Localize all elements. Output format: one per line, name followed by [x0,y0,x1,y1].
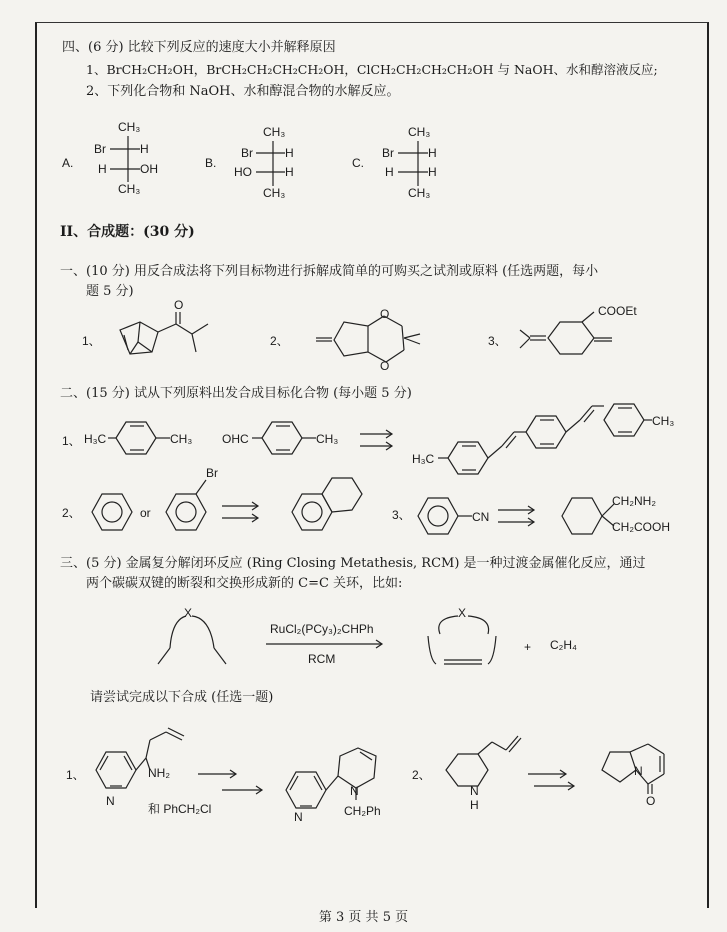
q3-num1: 1、 [66,768,85,782]
q1-oxygen-label: O [174,298,184,312]
q2-num2: 2、 [62,506,81,520]
indolizidinone-structure [0,0,1,1]
q3-piperidine-h: H [470,798,479,812]
q2-ch2cooh: CH₂COOH [612,520,670,534]
q3-text-line2: 两个碳碳双键的断裂和交换形成新的 C=C 关环，比如: [86,576,403,591]
rcm-x-left: X [184,606,193,620]
q2-ohc: OHC [222,432,249,446]
section4-item2: 2、下列化合物和 NaOH、水和醇混合物的水解反应。 [86,84,400,99]
q3-product-pyridine-n: N [294,810,303,824]
q2-cn: CN [472,510,490,524]
rcm-x-right: X [458,606,467,620]
exam-page [35,22,709,908]
q1-cooet-label: COOEt [598,304,637,318]
q2-or: or [140,506,151,520]
q2-text: 二、(15 分) 试从下列原料出发合成目标化合物 (每小题 5 分) [60,386,412,401]
q2-prod-h3c: H₃C [412,452,435,466]
q3-product-ring-n: N [350,784,359,798]
page-footer: 第 3 页 共 5 页 [318,910,409,925]
q3-indolizidinone-o: O [646,794,656,808]
svg-text:O: O [380,307,390,321]
q3-nh2: NH₂ [148,766,170,780]
svg-text:O: O [380,359,390,373]
q3-num2: 2、 [412,768,431,782]
q2-ch3: CH₃ [170,432,193,446]
section4-item1: 1、BrCH₂CH₂OH，BrCH₂CH₂CH₂CH₂OH，ClCH₂CH₂CH₂CH₂OH 与 NaOH、水和醇溶液反应; [86,62,658,77]
rcm-catalyst: RuCl₂(PCy₃)₂CHPh [270,622,374,636]
q3-try-text: 请尝试完成以下合成 (任选一题) [90,690,274,705]
q3-reagent: 和 PhCH₂Cl [148,802,212,816]
q1-num1: 1、 [82,334,101,348]
q1-text-line1: 一、(10 分) 用反合成法将下列目标物进行拆解成简单的可购买之试剂或原料 (任选两题，每小 [60,264,599,279]
q1-text-line2: 题 5 分) [86,284,134,299]
part2-heading: II、合成题：(30 分) [60,224,195,240]
q1-num2: 2、 [270,334,289,348]
section4-heading: 四、(6 分) 比较下列反应的速度大小并解释原因 [62,40,336,55]
q2-num1: 1、 [62,434,81,448]
rcm-label: RCM [308,652,336,666]
rcm-ethylene: C₂H₄ [550,638,577,652]
q1-num3: 3、 [488,334,507,348]
q2-br: Br [206,466,218,480]
rcm-plus: + [524,640,532,654]
q3-pyridine-n: N [106,794,115,808]
q3-indolizidinone-n: N [634,764,643,778]
q2-ch2nh2: CH₂NH₂ [612,494,656,508]
q2-ch3b: CH₃ [316,432,339,446]
q2-h3c: H₃C [84,432,107,446]
q2-prod-ch3: CH₃ [652,414,675,428]
q2-num3: 3、 [392,508,411,522]
q3-piperidine-n: N [470,784,479,798]
q3-text-line1: 三、(5 分) 金属复分解闭环反应 (Ring Closing Metathesis, RCM) 是一种过渡金属催化反应，通过 [60,556,646,571]
q3-ch2ph: CH₂Ph [344,804,381,818]
